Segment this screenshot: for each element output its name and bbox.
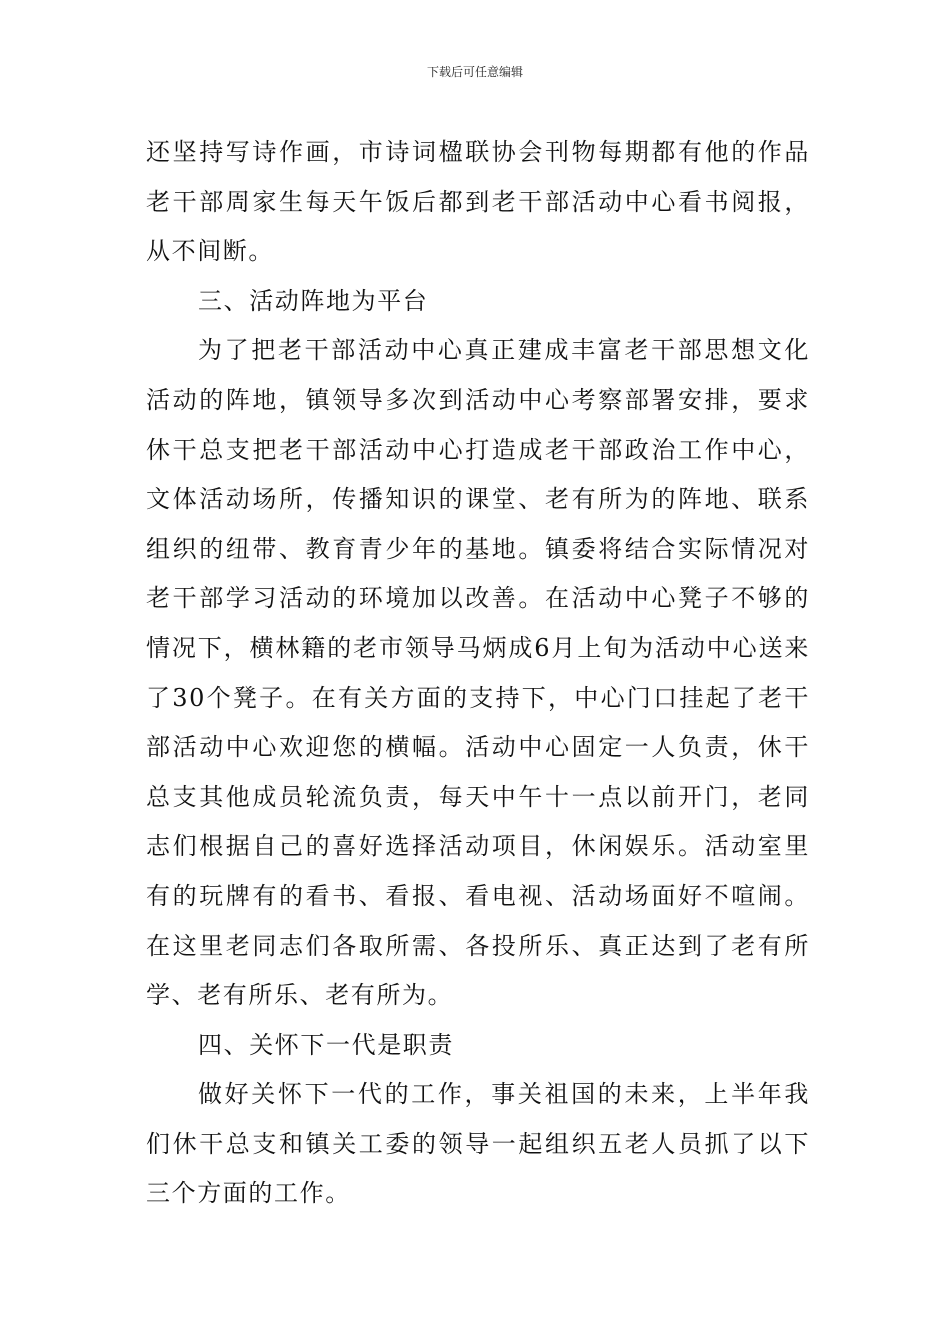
section-heading-4: 四、关怀下一代是职责 bbox=[198, 1030, 454, 1059]
page-header-note: 下载后可任意编辑 bbox=[426, 65, 523, 79]
section-heading-3: 三、活动阵地为平台 bbox=[198, 286, 429, 315]
paragraph-activity-center: 为了把老干部活动中心真正建成丰富老干部思想文化活动的阵地，镇领导多次到活动中心考察部署安排，要求休干总支把老干部活动中心打造成老干部政治工作中心，文体活动场所，传播知识的课堂、老有所为的阵地、联系组织的纽带、教育青少年的基地。镇委将结合实际情况对老干部学习活动的环境加以改善。在活动中心凳子不够的情况下，横林籍的老市领导马炳成6月上旬为活动中心送来了30个凳子。在有关方面的支持下，中心门口挂起了老干部活动中心欢迎您的横幅。活动中心固定一人负责，休干总支其他成员轮流负责，每天中午十一点以前开门，老同志们根据自己的喜好选择活动项目，休闲娱乐。活动室里有的玩牌有的看书、看报、看电视、活动场面好不喧闹。在这里老同志们各取所需、各投所乐、真正达到了老有所学、老有所乐、老有所为。 bbox=[146, 336, 810, 1010]
paragraph-next-generation: 做好关怀下一代的工作，事关祖国的未来，上半年我们休干总支和镇关工委的领导一起组织五老人员抓了以下三个方面的工作。 bbox=[146, 1080, 810, 1208]
paragraph-continuation: 还坚持写诗作画，市诗词楹联协会刊物每期都有他的作品老干部周家生每天午饭后都到老干部活动中心看书阅报，从不间断。 bbox=[146, 138, 810, 266]
document-body bbox=[146, 128, 810, 1219]
